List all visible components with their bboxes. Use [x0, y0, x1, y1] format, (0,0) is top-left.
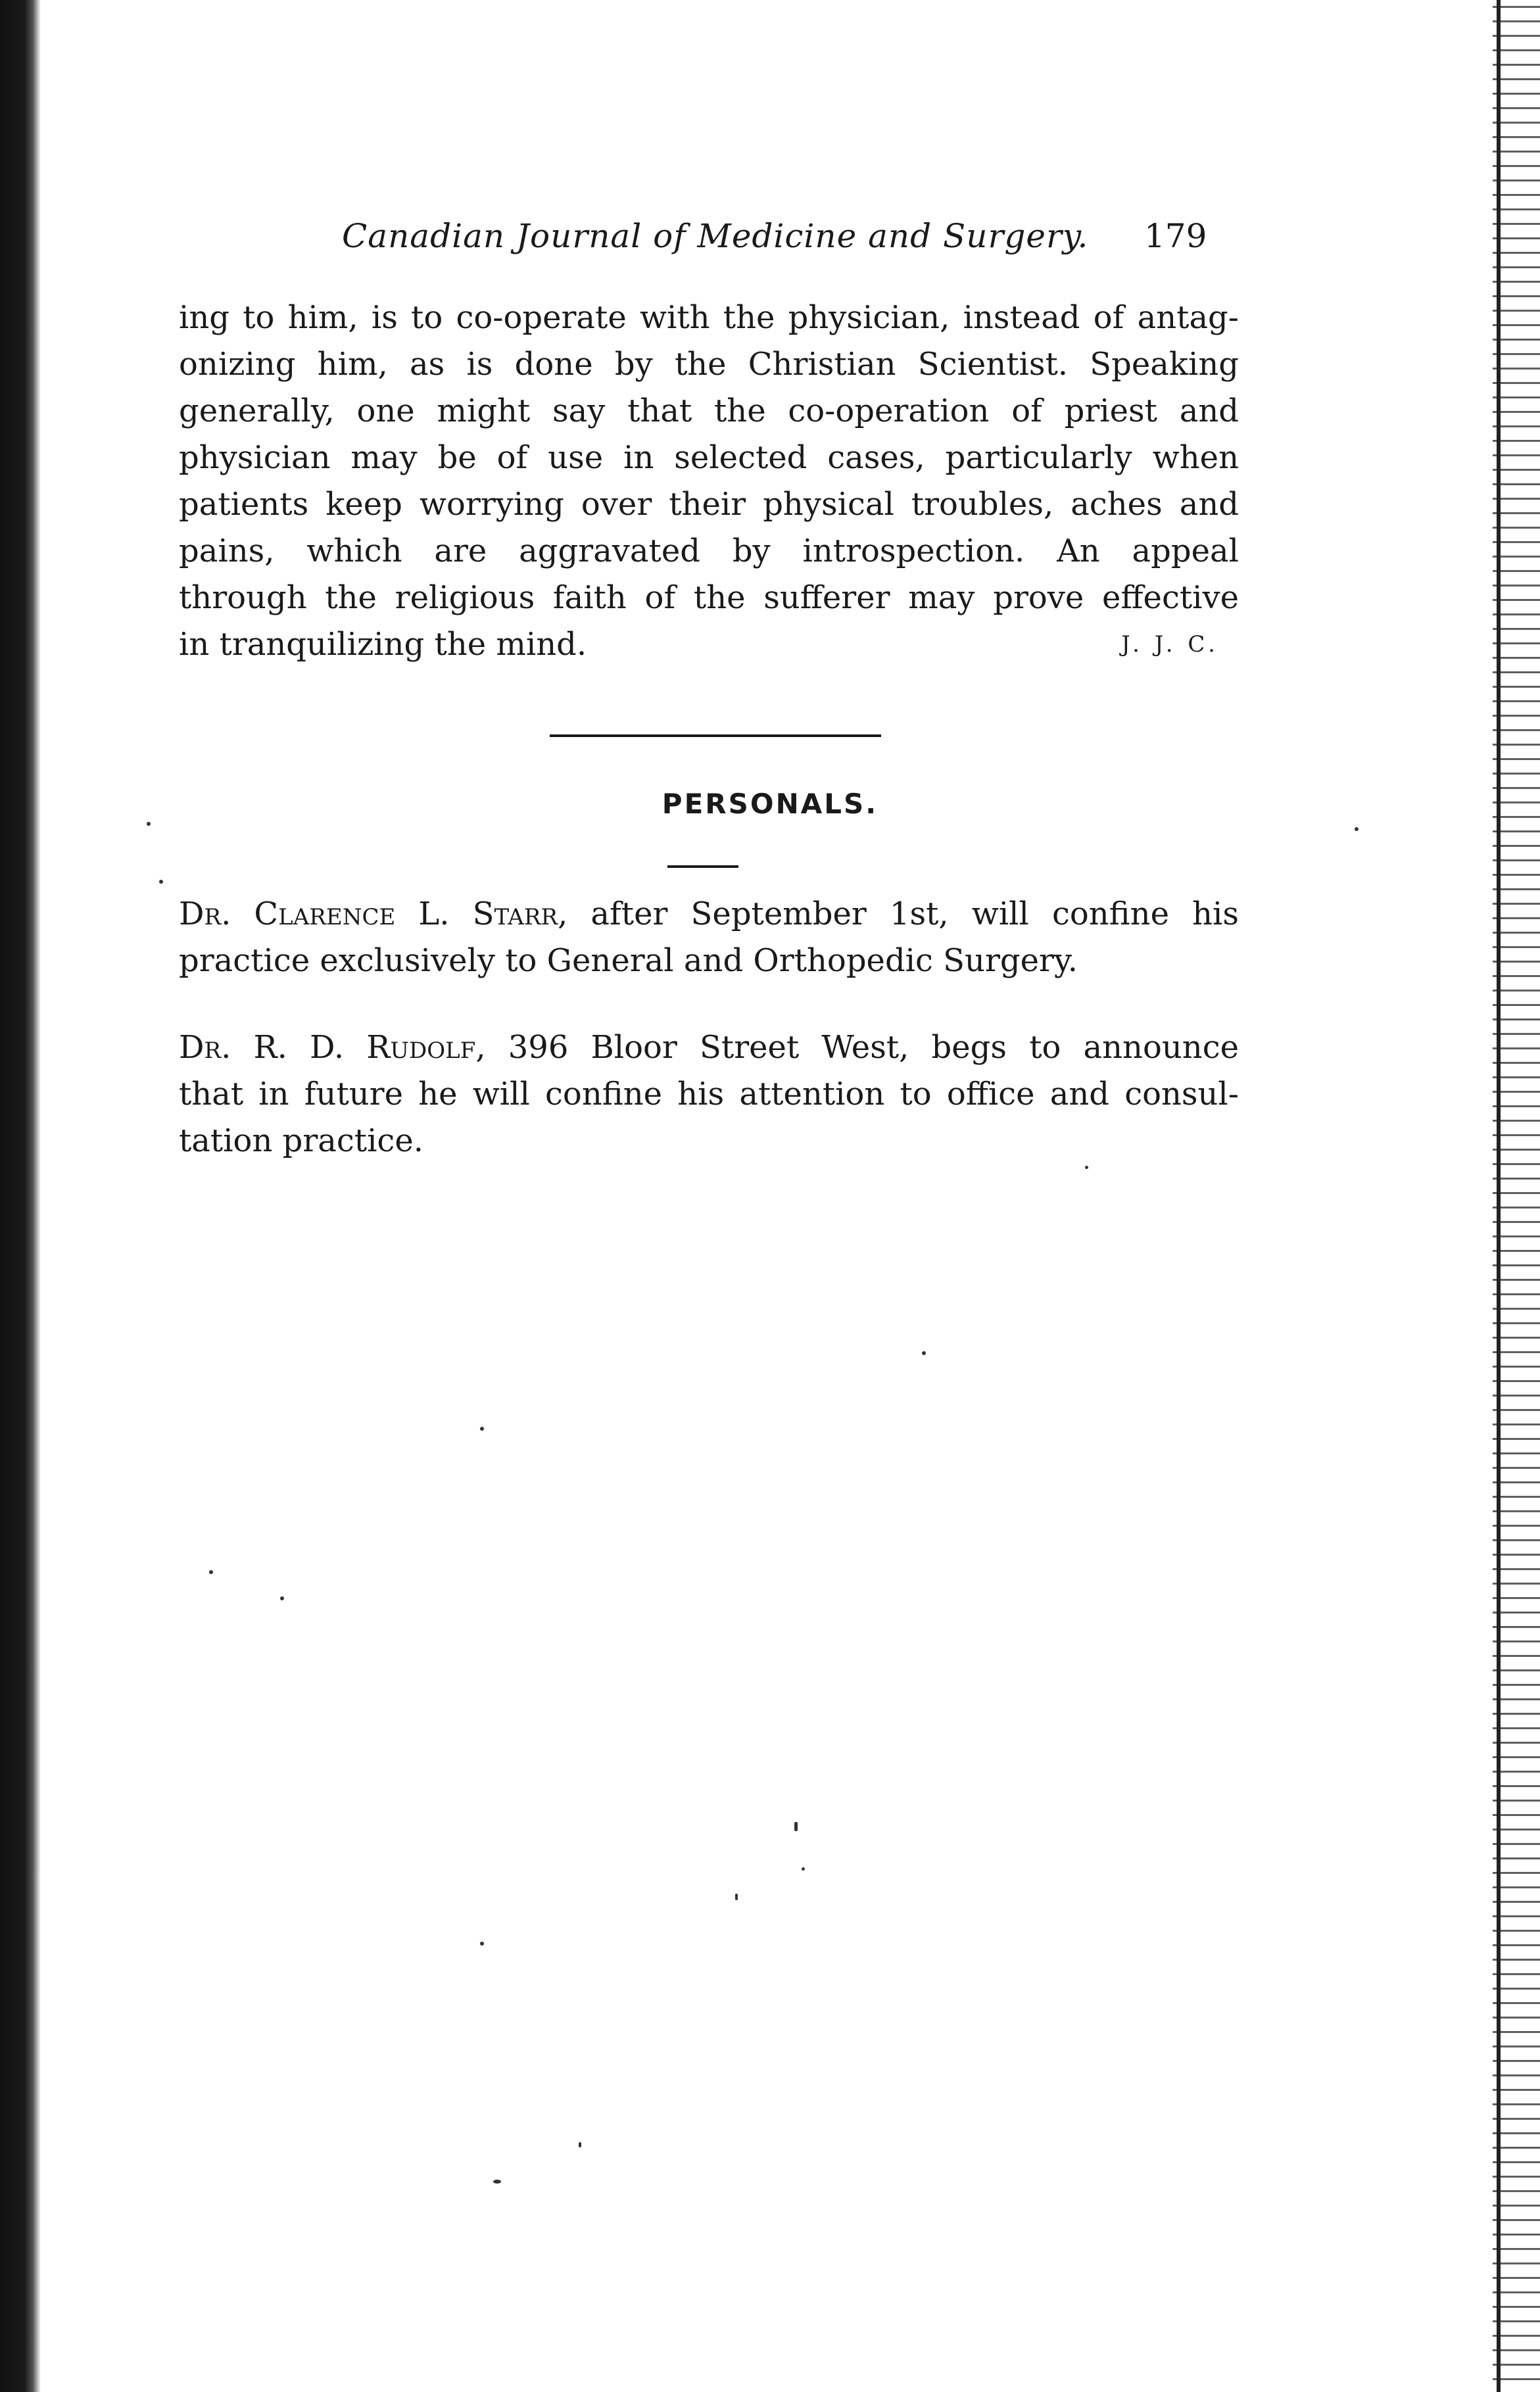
scan-speck: [1085, 1166, 1088, 1169]
text-line: Dr. R. D. Rudolf, 396 Bloor Street West, begs to announce: [179, 1029, 1239, 1066]
scan-speck: [794, 1822, 798, 1831]
scan-speck: [280, 1596, 284, 1600]
text-line: onizing him, as is done by the Christian Scientist. Speaking: [179, 346, 1239, 383]
scan-speck: [209, 1570, 213, 1574]
text-line: that in future he will confine his attention to office and consul-: [179, 1076, 1239, 1112]
person-name: Dr. Clarence L. Starr,: [179, 896, 568, 932]
text-line: Dr. Clarence L. Starr, after September 1st, will confine his: [179, 896, 1239, 932]
scan-speck: [1355, 827, 1359, 831]
section-heading: PERSONALS.: [662, 788, 878, 820]
scan-speck: [147, 822, 151, 826]
closing-line: [179, 621, 1239, 668]
text-line: practice exclusively to General and Orthopedic Surgery.: [179, 942, 1078, 979]
scan-speck: [922, 1351, 926, 1355]
text-line: through the religious faith of the sufferer may prove effective: [179, 579, 1239, 616]
text-line: pains, which are aggravated by introspection. An appeal: [179, 533, 1239, 569]
author-initials: J. J. C.: [1121, 631, 1219, 658]
scan-speck: [802, 1867, 805, 1871]
text-line: physician may be of use in selected cases, particularly when: [179, 439, 1239, 476]
heading-underline: [667, 865, 738, 868]
text-line: ing to him, is to co-operate with the physician, instead of antag-: [179, 299, 1239, 336]
continued-paragraph: [179, 295, 1239, 668]
scan-speck: [735, 1894, 738, 1900]
scan-speck: [579, 2142, 581, 2147]
running-title: Canadian Journal of Medicine and Surgery.: [342, 217, 1089, 255]
personal-item-rudolf: [179, 1024, 1239, 1164]
scan-speck: [159, 880, 163, 884]
person-name: Dr. R. D. Rudolf,: [179, 1029, 486, 1066]
text-line: patients keep worrying over their physical troubles, aches and: [179, 486, 1239, 523]
text-line: in tranquilizing the mind.: [179, 626, 587, 663]
section-divider: [550, 734, 881, 737]
page-number: 179: [1144, 217, 1207, 255]
scan-speck: [480, 1427, 484, 1431]
personal-item-starr: [179, 891, 1239, 984]
scan-speck: [493, 2180, 501, 2184]
scan-speck: [480, 1942, 484, 1946]
text-line: generally, one might say that the co-operation of priest and: [179, 393, 1239, 429]
text-line: tation practice.: [179, 1122, 423, 1159]
